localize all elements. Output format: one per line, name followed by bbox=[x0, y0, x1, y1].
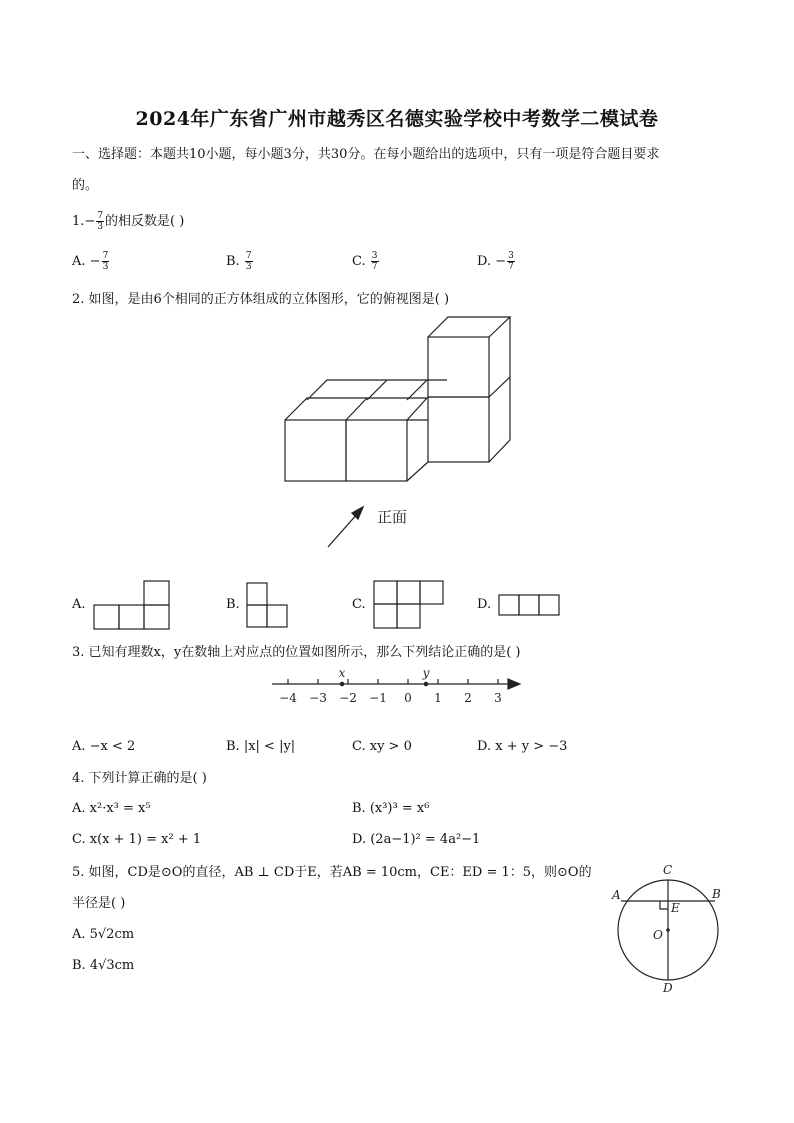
q4-option-b[interactable]: B. (x³)³ = x⁶ bbox=[352, 801, 430, 816]
number-line-tick-label: −2 bbox=[339, 691, 357, 705]
option-sign: − bbox=[89, 254, 101, 269]
q3-option-a[interactable]: A. −x < 2 bbox=[72, 739, 136, 754]
question-3-stem: 3. 已知有理数x，y在数轴上对应点的位置如图所示，那么下列结论正确的是( ) bbox=[72, 645, 521, 660]
question-1-number: 1. bbox=[72, 214, 85, 229]
question-2-stem: 2. 如图，是由6个相同的正方体组成的立体图形，它的俯视图是( ) bbox=[72, 292, 450, 307]
option-fraction bbox=[102, 251, 110, 272]
fraction-numerator: 3 bbox=[508, 251, 514, 261]
section-header-line1: 一、选择题：本题共10小题，每小题3分，共30分。在每小题给出的选项中，只有一项是符合题目要求 bbox=[72, 147, 660, 162]
q2-option-b-figure[interactable] bbox=[245, 581, 291, 631]
point-x-label: x bbox=[338, 666, 346, 680]
label-a: A bbox=[612, 888, 621, 902]
front-label: 正面 bbox=[377, 508, 408, 526]
fraction-numerator: 7 bbox=[245, 251, 252, 261]
q1-option-c[interactable] bbox=[352, 251, 380, 272]
number-line-tick-label: −1 bbox=[369, 691, 387, 705]
q1-option-a[interactable] bbox=[72, 251, 110, 272]
question-1-stem: 的相反数是( ) bbox=[105, 214, 185, 229]
q1-option-d[interactable] bbox=[477, 251, 516, 272]
label-o: O bbox=[653, 928, 663, 942]
section-header-line2: 的。 bbox=[72, 178, 99, 193]
point-x bbox=[340, 682, 345, 687]
q3-option-d[interactable]: D. x + y > −3 bbox=[477, 739, 568, 754]
page-title: 2024年广东省广州市越秀区名德实验学校中考数学二模试卷 bbox=[135, 108, 659, 130]
question-4-stem: 4. 下列计算正确的是( ) bbox=[72, 771, 207, 786]
q2-option-a-figure[interactable] bbox=[92, 579, 172, 631]
q3-option-c[interactable]: C. xy > 0 bbox=[352, 739, 412, 754]
q5-option-a[interactable]: A. 5√2cm bbox=[72, 927, 135, 942]
label-d: D bbox=[663, 981, 673, 995]
fraction-numerator: 7 bbox=[102, 251, 109, 261]
question-1 bbox=[72, 211, 184, 232]
circle-diagram bbox=[608, 858, 734, 996]
q2-option-d-figure[interactable] bbox=[497, 593, 563, 617]
option-label: B. bbox=[226, 254, 240, 269]
option-label: A. bbox=[72, 254, 86, 269]
option-fraction bbox=[507, 251, 515, 272]
number-line-tick-label: 2 bbox=[464, 691, 472, 705]
q2-option-c-figure[interactable] bbox=[372, 579, 446, 631]
question-5-stem-line1: 5. 如图，CD是⊙O的直径，AB ⊥ CD于E，若AB = 10cm，CE：ED = 1：5，则⊙O的 bbox=[72, 865, 592, 880]
number-line-tick-label: −4 bbox=[279, 691, 297, 705]
number-line bbox=[268, 664, 528, 710]
number-line-tick-label: 3 bbox=[494, 691, 502, 705]
label-c: C bbox=[663, 863, 673, 877]
fraction-denominator: 3 bbox=[97, 222, 104, 232]
fraction-denominator: 7 bbox=[508, 262, 514, 272]
q5-option-b[interactable]: B. 4√3cm bbox=[72, 958, 135, 973]
number-line-tick-label: 0 bbox=[404, 691, 412, 705]
option-fraction bbox=[371, 251, 379, 272]
label-e: E bbox=[671, 901, 680, 915]
question-1-sign: − bbox=[84, 214, 96, 229]
option-label: D. bbox=[477, 254, 492, 269]
q2-option-b-label[interactable]: B. bbox=[226, 597, 240, 612]
number-line-tick-label: 1 bbox=[434, 691, 442, 705]
front-direction-arrow bbox=[328, 507, 363, 547]
point-y bbox=[424, 682, 429, 687]
q2-option-c-label[interactable]: C. bbox=[352, 597, 366, 612]
fraction-denominator: 7 bbox=[371, 262, 378, 272]
fraction-numerator: 3 bbox=[371, 251, 378, 261]
option-label: C. bbox=[352, 254, 366, 269]
question-1-fraction bbox=[96, 211, 104, 232]
fraction-denominator: 3 bbox=[245, 262, 252, 272]
point-y-label: y bbox=[422, 666, 430, 680]
q3-option-b[interactable]: B. |x| < |y| bbox=[226, 739, 296, 754]
q2-option-d-label[interactable]: D. bbox=[477, 597, 492, 612]
question-5-stem-line2: 半径是( ) bbox=[72, 896, 126, 911]
fraction-denominator: 3 bbox=[102, 262, 109, 272]
number-line-tick-label: −3 bbox=[309, 691, 327, 705]
option-sign: − bbox=[495, 254, 507, 269]
q4-option-d[interactable]: D. (2a−1)² = 4a²−1 bbox=[352, 832, 481, 847]
fraction-numerator: 7 bbox=[97, 211, 104, 221]
option-fraction bbox=[245, 251, 253, 272]
cube-solid-figure bbox=[270, 310, 530, 560]
right-angle-mark bbox=[660, 901, 668, 909]
q4-option-a[interactable]: A. x²·x³ = x⁵ bbox=[72, 801, 151, 816]
q1-option-b[interactable] bbox=[226, 251, 254, 272]
label-b: B bbox=[712, 887, 721, 901]
q4-option-c[interactable]: C. x(x + 1) = x² + 1 bbox=[72, 832, 202, 847]
center-point bbox=[666, 928, 670, 932]
q2-option-a-label[interactable]: A. bbox=[72, 597, 86, 612]
